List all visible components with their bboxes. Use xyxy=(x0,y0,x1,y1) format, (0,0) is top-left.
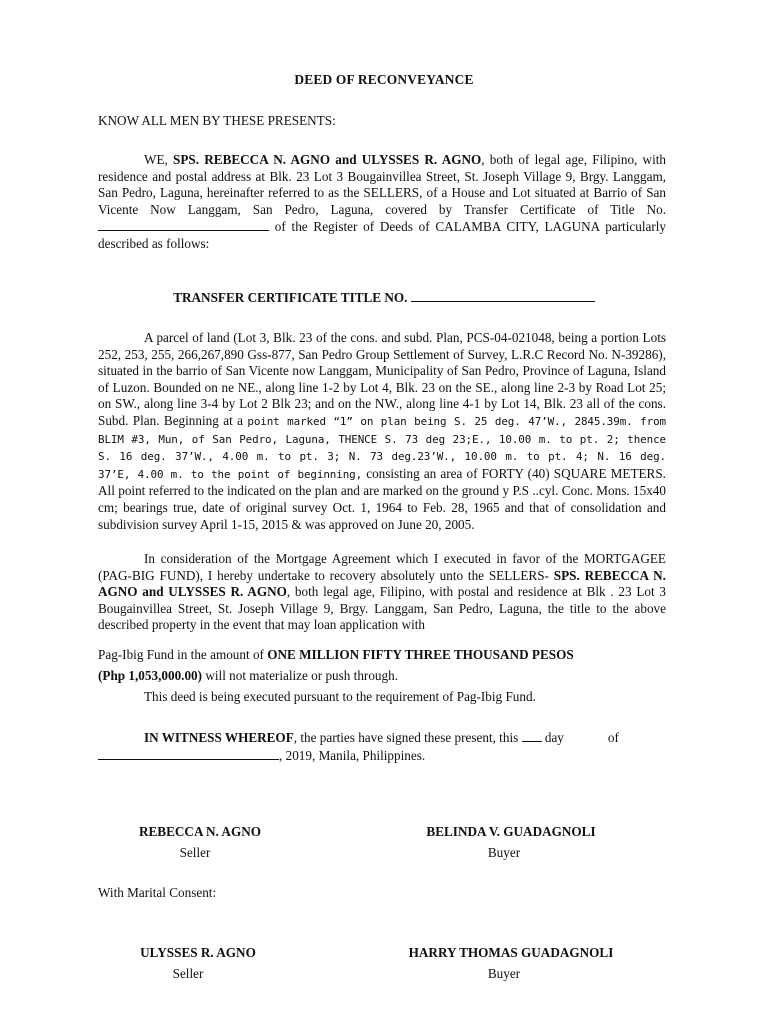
witness-text-1: , the parties have signed these present, this xyxy=(293,730,522,745)
p2-text-b: consisting an area of FORTY (40) SQUARE METERS. All point referred to the indicated on the plan and are marked on the ground y P.S ..cyl. Conc. Mons. 15x40 cm; bearings true, date of original survey Oct. 1, 1964 to Feb. 28, 1965 and that of consolidation and subdivision survey April 1-15, 2015 & was approved on June 20, 2005. xyxy=(98,465,666,532)
paragraph-land-description xyxy=(98,330,666,533)
amount-figure: (Php 1,053,000.00) xyxy=(98,667,203,683)
witness-paragraph xyxy=(98,729,666,764)
witness-text-2: day xyxy=(541,730,564,745)
witness-lead: IN WITNESS WHEREOF xyxy=(144,730,294,745)
p3-seller-names: SPS. REBECCA N. AGNO and ULYSSES R. AGNO xyxy=(98,567,666,600)
tct-heading xyxy=(0,289,768,307)
p1-seller-names: SPS. REBECCA N. AGNO and ULYSSES R. AGNO xyxy=(173,152,482,167)
amount-prefix: Pag-Ibig Fund in the amount of xyxy=(98,647,268,662)
amount-suffix: will not materialize or push through. xyxy=(202,667,398,683)
witness-text-3: , 2019, Manila, Philippines. xyxy=(279,747,426,763)
seller-2-role: Seller xyxy=(172,966,204,981)
month-blank xyxy=(98,747,279,760)
p2-text-a: A parcel of land (Lot 3, Blk. 23 of the cons. and subd. Plan, PCS-04-021048, being a portion Lots 252, 253, 255, 266,267,890 Gss-877, San Pedro Group Settlement of Survey, L.R.C Record No. N-39286), situated in the barrio of San Vicente now Langgam, Municipality of San Pedro, Province of Laguna, Island of Luzon. Bounded on ne NE., along line 1-2 by Lot 4, Blk. 23 on the SE., along line 2-3 by Road Lot 25; on SW., along line 3-4 by Lot 2 Blk 23; and on the NW., along line 4-1 by Lot 14, Blk. 23 all of the cons. Subd. Plan. Beginning at a xyxy=(98,330,666,428)
marital-consent-label: With Marital Consent: xyxy=(98,885,217,900)
day-blank xyxy=(522,729,542,742)
p1-prefix: WE, xyxy=(144,152,174,167)
tct-number-blank xyxy=(98,218,269,231)
paragraph-consideration xyxy=(98,551,666,634)
seller-1-role: Seller xyxy=(179,845,211,860)
p3-text-1: In consideration of the Mortgage Agreement which I executed in favor of the MORTGAGEE (PAG-BIG FUND), I hereby undertake to recovery absolutely unto the SELLERS- xyxy=(98,551,666,583)
buyer-2-name: HARRY THOMAS GUADAGNOLI xyxy=(408,945,614,960)
amount-words: ONE MILLION FIFTY THREE THOUSAND PESOS xyxy=(267,647,574,662)
buyer-1-role: Buyer xyxy=(487,845,521,860)
buyer-2-role: Buyer xyxy=(487,966,521,981)
tct-heading-label: TRANSFER CERTIFICATE TITLE NO. xyxy=(173,290,411,305)
pursuant-line: This deed is being executed pursuant to the requirement of Pag-Ibig Fund. xyxy=(144,689,536,704)
buyer-1-name: BELINDA V. GUADAGNOLI xyxy=(426,824,596,839)
witness-of: of xyxy=(607,730,619,745)
seller-2-name: ULYSSES R. AGNO xyxy=(140,945,256,960)
p3-text-2: , both legal age, Filipino, with postal and residence at Blk . 23 Lot 3 Bougainvillea Street, St. Joseph Village 9, Brgy. Langgam, San Pedro, Laguna, the title to the above described property in the event that may loan application with xyxy=(98,584,666,633)
p1-text-2: of the Register of Deeds of CALAMBA CITY, LAGUNA particularly described as follows: xyxy=(98,219,666,251)
p1-text-1: , both of legal age, Filipino, with residence and postal address at Blk. 23 Lot 3 Bougainvillea Street, St. Joseph Village 9, Brgy. Langgam, San Pedro, Laguna, hereinafter referred to as the SELLERS, of a House and Lot situated at Barrio of San Vicente Now Langgam, San Pedro, Laguna, covered by Transfer Certificate of Title No. xyxy=(98,152,666,217)
amount-paragraph xyxy=(98,647,698,684)
seller-1-name: REBECCA N. AGNO xyxy=(138,824,261,839)
tct-heading-blank xyxy=(411,289,595,302)
document-title: DEED OF RECONVEYANCE xyxy=(294,72,474,87)
opening-line: KNOW ALL MEN BY THESE PRESENTS: xyxy=(98,113,336,128)
p2-technical-description: point marked “1” on plan being S. 25 deg. 47’W., 2845.39m. from BLIM #3, Mun, of San Pedro, Laguna, THENCE S. 73 deg 23;E., 10.00 m. to pt. 2; thence S. 16 deg. 37’W., 4.00 m. to pt. 3; N. 73 deg.23’W., 10.00 m. to pt. 4; N. 16 deg. 37’E, 4.00 m. to the point of beginning, xyxy=(98,414,666,481)
paragraph-parties xyxy=(98,152,666,253)
